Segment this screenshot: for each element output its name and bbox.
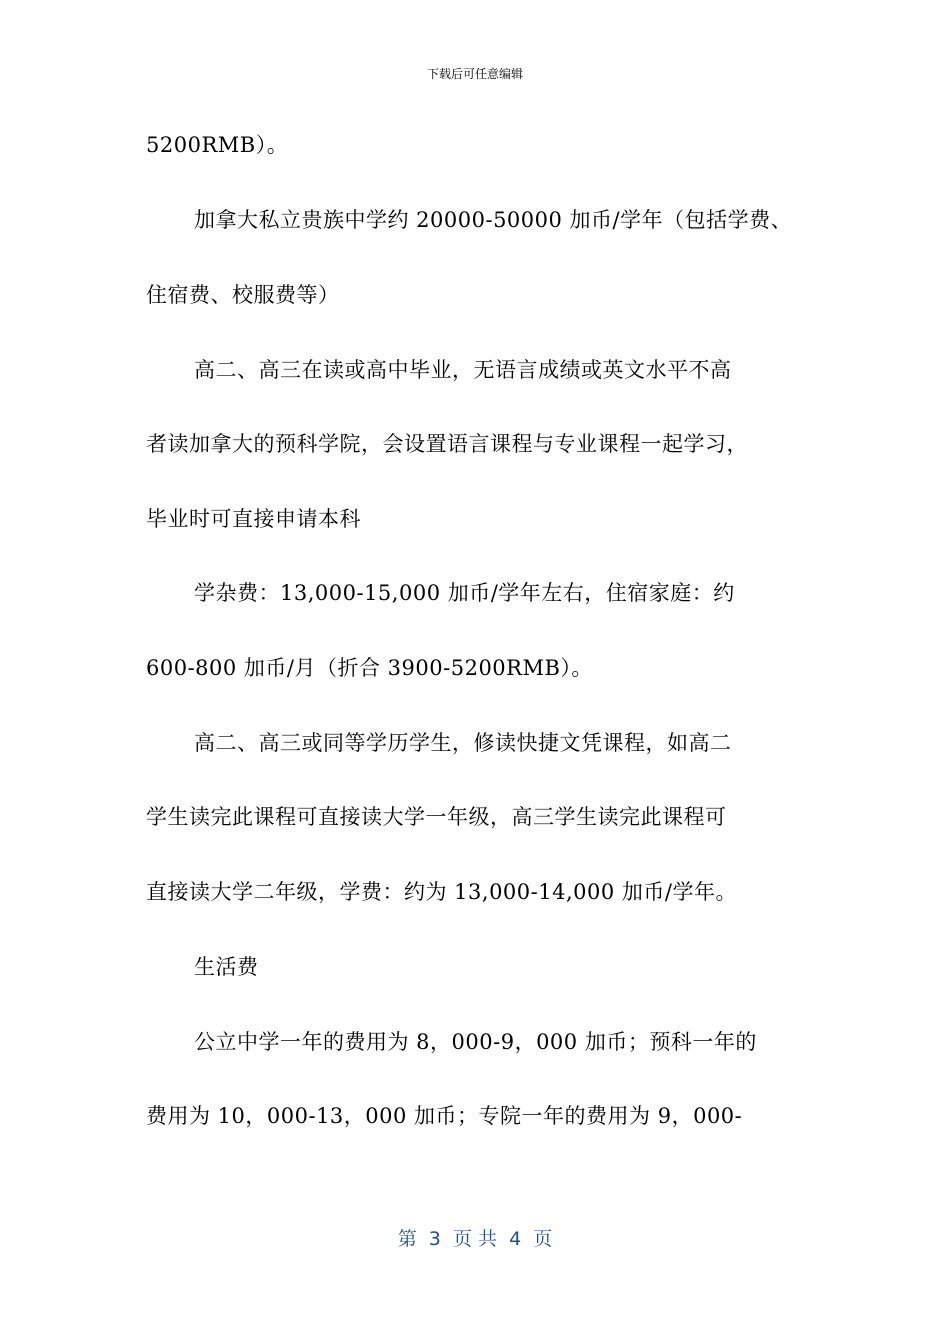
page-header: 下载后可任意编辑 [426, 67, 523, 81]
text-line: 直接读大学二年级，学费：约为 13,000-14,000 加币/学年。 [146, 880, 737, 904]
text-line: 加拿大私立贵族中学约 20000-50000 加币/学年（包括学费、 [194, 208, 793, 232]
text-line: 费用为 10，000-13，000 加币；专院一年的费用为 9，000- [146, 1104, 743, 1128]
text-line: 600-800 加币/月（折合 3900-5200RMB）。 [146, 656, 593, 680]
section-heading: 生活费 [194, 955, 259, 979]
text-line: 公立中学一年的费用为 8，000-9，000 加币；预科一年的 [194, 1030, 757, 1054]
text-line: 高二、高三在读或高中毕业，无语言成绩或英文水平不高 [194, 358, 732, 382]
text-line: 者读加拿大的预科学院，会设置语言课程与专业课程一起学习， [146, 432, 748, 456]
page-number-text: 第 3 页 共 4 页 [397, 1228, 553, 1250]
text-line: 5200RMB）。 [146, 133, 289, 157]
text-line: 住宿费、校服费等） [146, 283, 340, 307]
page-footer [0, 1226, 950, 1252]
text-line: 学杂费：13,000-15,000 加币/学年左右，住宿家庭：约 [194, 581, 735, 605]
text-line: 毕业时可直接申请本科 [146, 507, 361, 531]
text-line: 高二、高三或同等学历学生，修读快捷文凭课程，如高二 [194, 731, 732, 755]
text-line: 学生读完此课程可直接读大学一年级，高三学生读完此课程可 [146, 805, 727, 829]
